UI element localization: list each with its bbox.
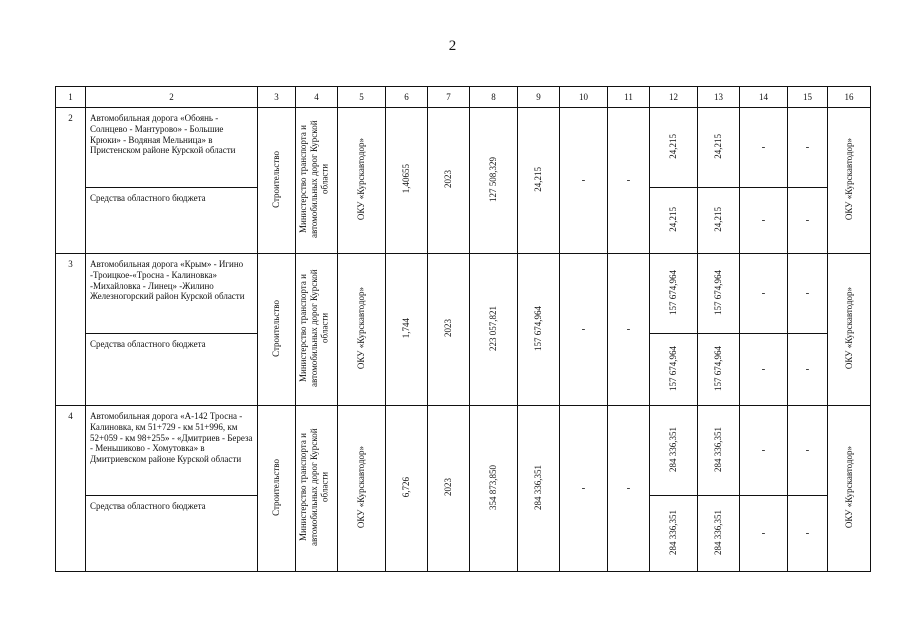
responsible: ОКУ «Курскавтодор» (828, 254, 871, 406)
col15-value: - (788, 334, 828, 406)
header-cell: 11 (608, 87, 650, 108)
col14-value: - (740, 188, 788, 254)
funding-source: Средства областного бюджета (86, 496, 258, 572)
header-cell: 13 (698, 87, 740, 108)
header-cell: 8 (470, 87, 518, 108)
object-name: Автомобильная дорога «Крым» - Игино -Троицкое-«Тросна - Калиновка» -Михайловка - Линец» -Жилино Железногорский район Курской области (86, 254, 258, 334)
col14-value: - (740, 406, 788, 496)
table-row (56, 254, 871, 334)
header-row (56, 87, 871, 108)
col15-value: - (788, 496, 828, 572)
year-value: 2023 (428, 406, 470, 572)
page-number: 2 (448, 38, 457, 54)
customer: ОКУ «Курскавтодор» (338, 108, 386, 254)
col10-value: - (560, 406, 608, 572)
customer: ОКУ «Курскавтодор» (338, 406, 386, 572)
responsible: ОКУ «Курскавтодор» (828, 406, 871, 572)
header-cell: 10 (560, 87, 608, 108)
col15-value: - (788, 108, 828, 188)
header-cell: 3 (258, 87, 296, 108)
col13-value: 284 336,351 (698, 496, 740, 572)
col9-value: 157 674,964 (518, 254, 560, 406)
header-cell: 2 (86, 87, 258, 108)
table-row (56, 108, 871, 188)
ministry: Министерство транспорта и автомобильных дорог Курской области (296, 108, 338, 254)
col10-value: - (560, 108, 608, 254)
col13-value: 157 674,964 (698, 334, 740, 406)
col9-value: 284 336,351 (518, 406, 560, 572)
col12-value: 24,215 (650, 108, 698, 188)
year-value: 2023 (428, 254, 470, 406)
col12-value: 157 674,964 (650, 254, 698, 334)
funding-source: Средства областного бюджета (86, 334, 258, 406)
col11-value: - (608, 108, 650, 254)
col12-value: 284 336,351 (650, 496, 698, 572)
responsible: ОКУ «Курскавтодор» (828, 108, 871, 254)
cost-value: 127 508,329 (470, 108, 518, 254)
header-cell: 1 (56, 87, 86, 108)
col13-value: 157 674,964 (698, 254, 740, 334)
col10-value: - (560, 254, 608, 406)
header-cell: 15 (788, 87, 828, 108)
col15-value: - (788, 254, 828, 334)
year-value: 2023 (428, 108, 470, 254)
table-row (56, 406, 871, 496)
row-number: 2 (56, 108, 86, 254)
col12-value: 24,215 (650, 188, 698, 254)
col14-value: - (740, 334, 788, 406)
col14-value: - (740, 254, 788, 334)
ministry: Министерство транспорта и автомобильных дорог Курской области (296, 406, 338, 572)
cost-value: 354 873,850 (470, 406, 518, 572)
col12-value: 157 674,964 (650, 334, 698, 406)
header-cell: 12 (650, 87, 698, 108)
work-type: Строительство (258, 108, 296, 254)
length-value: 1,744 (386, 254, 428, 406)
header-cell: 9 (518, 87, 560, 108)
col12-value: 284 336,351 (650, 406, 698, 496)
row-number: 3 (56, 254, 86, 406)
col15-value: - (788, 188, 828, 254)
header-cell: 4 (296, 87, 338, 108)
col13-value: 24,215 (698, 108, 740, 188)
cost-value: 223 057,821 (470, 254, 518, 406)
object-name: Автомобильная дорога «А-142 Тросна - Калиновка, км 51+729 - км 51+996, км 52+059 - км 98+255» - «Дмитриев - Береза - Меньшиково - Хомутовка» в Дмитриевском районе Курской области (86, 406, 258, 496)
funding-source: Средства областного бюджета (86, 188, 258, 254)
ministry: Министерство транспорта и автомобильных дорог Курской области (296, 254, 338, 406)
header-cell: 14 (740, 87, 788, 108)
work-type: Строительство (258, 254, 296, 406)
col14-value: - (740, 108, 788, 188)
header-cell: 16 (828, 87, 871, 108)
object-name: Автомобильная дорога «Обоянь - Солнцево - Мантурово» - Большие Крюки» - Водяная Мельница» в Пристенском районе Курской области (86, 108, 258, 188)
header-cell: 6 (386, 87, 428, 108)
length-value: 6,726 (386, 406, 428, 572)
col13-value: 284 336,351 (698, 406, 740, 496)
col13-value: 24,215 (698, 188, 740, 254)
col11-value: - (608, 254, 650, 406)
header-cell: 7 (428, 87, 470, 108)
header-cell: 5 (338, 87, 386, 108)
length-value: 1,40655 (386, 108, 428, 254)
customer: ОКУ «Курскавтодор» (338, 254, 386, 406)
work-type: Строительство (258, 406, 296, 572)
col11-value: - (608, 406, 650, 572)
object-table (55, 86, 871, 572)
col9-value: 24,215 (518, 108, 560, 254)
col15-value: - (788, 406, 828, 496)
col14-value: - (740, 496, 788, 572)
row-number: 4 (56, 406, 86, 572)
